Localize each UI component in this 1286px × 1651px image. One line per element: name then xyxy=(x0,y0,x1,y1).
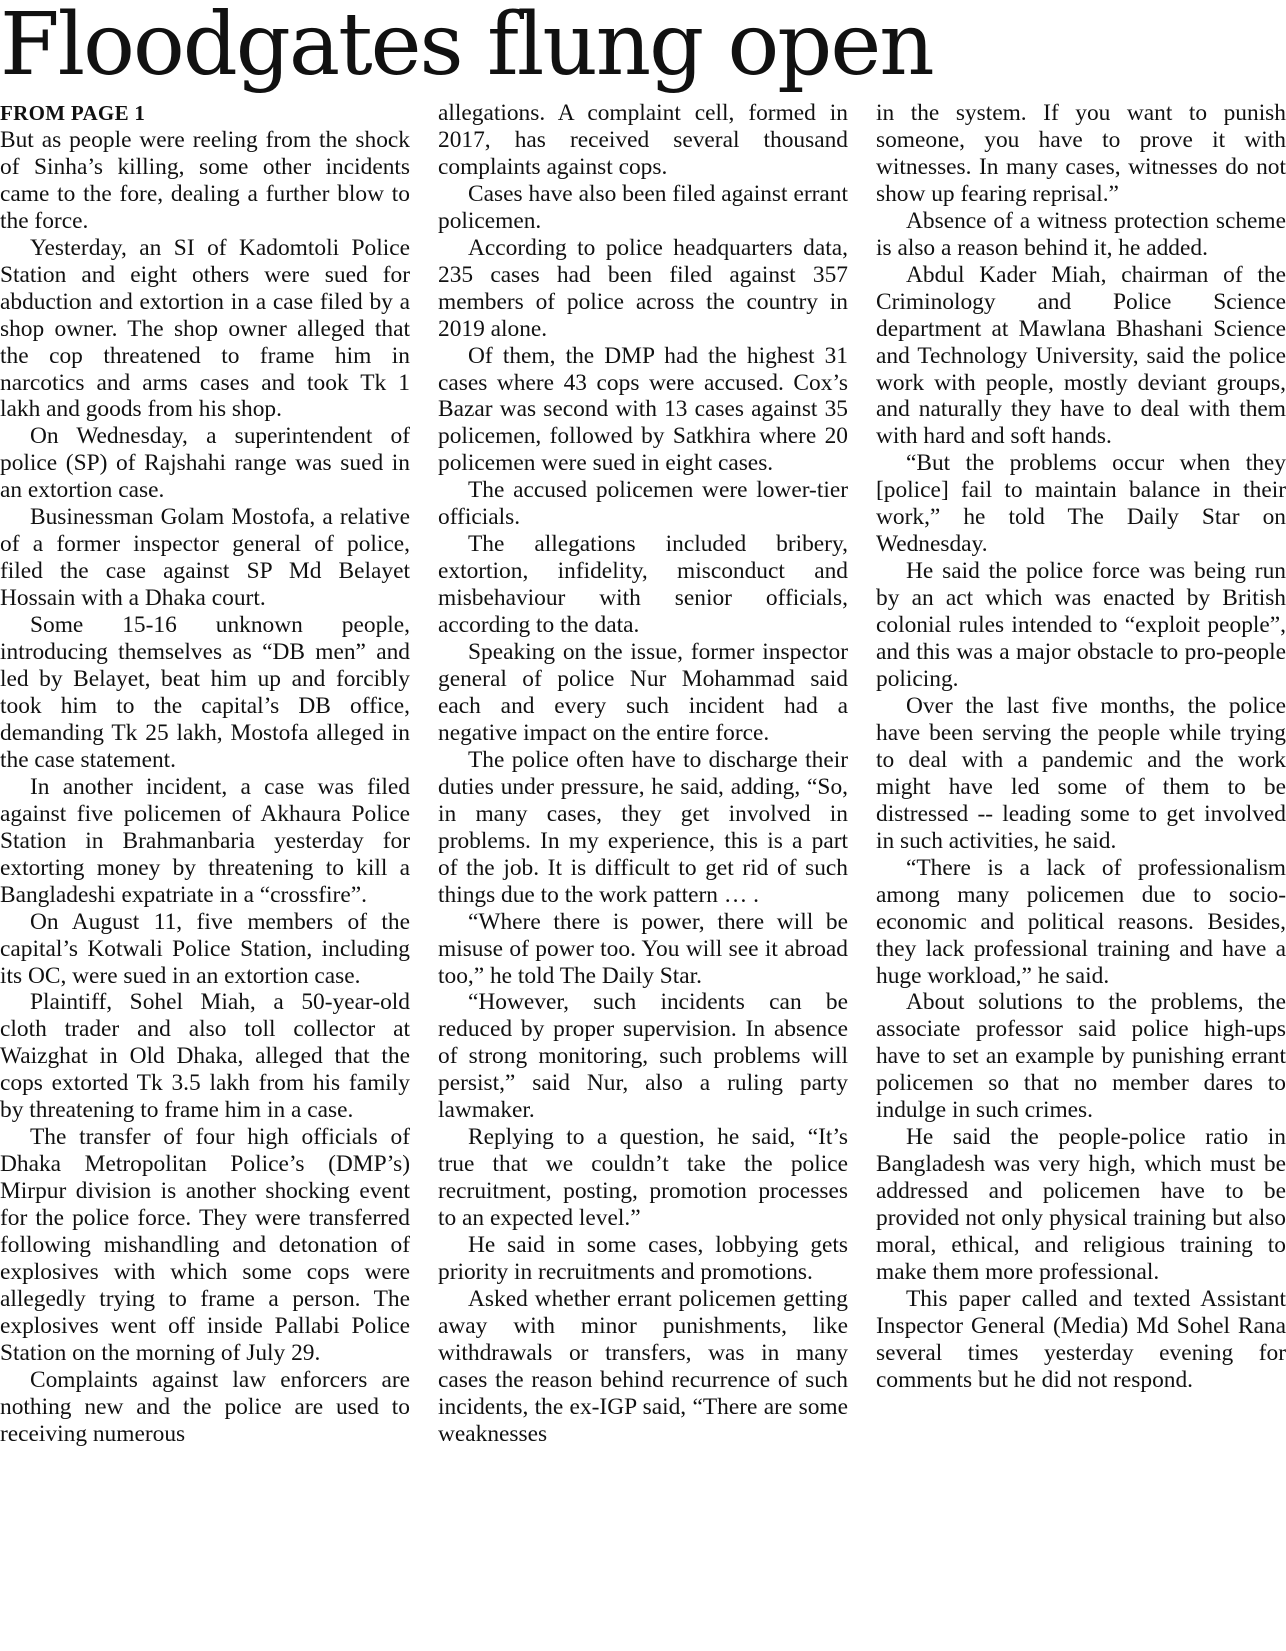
paragraph: Businessman Golam Mostofa, a relative of a former inspector general of police, filed the case against SP Md Belayet Hossain with a Dhaka court. xyxy=(0,504,410,612)
paragraph: “But the problems occur when they [police] fail to maintain balance in their work,” he told The Daily Star on Wednesday. xyxy=(876,450,1286,558)
column-2 xyxy=(438,100,848,1651)
paragraph: On August 11, five members of the capital’s Kotwali Police Station, including its OC, were sued in an extortion case. xyxy=(0,908,410,989)
paragraph: The accused policemen were lower-tier officials. xyxy=(438,477,848,531)
paragraph: The allegations included bribery, extortion, infidelity, misconduct and misbehaviour with senior officials, according to the data. xyxy=(438,531,848,639)
continuation-label: FROM PAGE 1 xyxy=(0,101,146,125)
paragraph: The transfer of four high officials of Dhaka Metropolitan Police’s (DMP’s) Mirpur division is another shocking event for the police force. They were transferred following mishandling and detonation of explosives with which some cops were allegedly trying to frame a person. The explosives went off inside Pallabi Police Station on the morning of July 29. xyxy=(0,1124,410,1366)
paragraph: He said in some cases, lobbying gets priority in recruitments and promotions. xyxy=(438,1232,848,1285)
paragraph: According to police headquarters data, 235 cases had been filed against 357 members of police across the country in 2019 alone. xyxy=(438,234,848,342)
paragraph: Replying to a question, he said, “It’s true that we couldn’t take the police recruitment, posting, promotion processes to an expected level.” xyxy=(438,1124,848,1232)
paragraph: Asked whether errant policemen getting away with minor punishments, like withdrawals or transfers, was in many cases the reason behind recurrence of such incidents, the ex-IGP said, “There are some weaknesses xyxy=(438,1285,848,1447)
paragraph: Absence of a witness protection scheme is also a reason behind it, he added. xyxy=(876,207,1286,261)
paragraph: About solutions to the problems, the associate professor said police high-ups have to set an example by punishing errant policemen so that no member dares to indulge in such crimes. xyxy=(876,989,1286,1124)
paragraph: “Where there is power, there will be misuse of power too. You will see it abroad too,” he told The Daily Star. xyxy=(438,908,848,989)
column-3 xyxy=(876,100,1286,1651)
paragraph: allegations. A complaint cell, formed in 2017, has received several thousand complaints against cops. xyxy=(438,100,848,180)
paragraph: He said the police force was being run by an act which was enacted by British colonial rules intended to “exploit people”, and this was a major obstacle to pro-people policing. xyxy=(876,558,1286,693)
paragraph: Yesterday, an SI of Kadomtoli Police Station and eight others were sued for abduction and extortion in a case filed by a shop owner. The shop owner alleged that the cop threatened to frame him in narcotics and arms cases and took Tk 1 lakh and goods from his shop. xyxy=(0,234,410,423)
paragraph: He said the people-police ratio in Bangladesh was very high, which must be addressed and policemen have to be provided not only physical training but also moral, ethical, and religious training to make them more professional. xyxy=(876,1124,1286,1285)
paragraph: Complaints against law enforcers are nothing new and the police are used to receiving numerous xyxy=(0,1366,410,1447)
paragraph: Of them, the DMP had the highest 31 cases where 43 cops were accused. Cox’s Bazar was second with 13 cases against 35 policemen, followed by Satkhira where 20 policemen were sued in eight cases. xyxy=(438,342,848,477)
paragraph: This paper called and texted Assistant Inspector General (Media) Md Sohel Rana several times yesterday evening for comments but he did not respond. xyxy=(876,1285,1286,1393)
headline: Floodgates flung open xyxy=(0,0,933,95)
paragraph: Some 15-16 unknown people, introducing themselves as “DB men” and led by Belayet, beat him up and forcibly took him to the capital’s DB office, demanding Tk 25 lakh, Mostofa alleged in the case statement. xyxy=(0,612,410,773)
paragraph: Plaintiff, Sohel Miah, a 50-year-old cloth trader and also toll collector at Waizghat in Old Dhaka, alleged that the cops extorted Tk 3.5 lakh from his family by threatening to frame him in a case. xyxy=(0,989,410,1124)
paragraph: “However, such incidents can be reduced by proper supervision. In absence of strong monitoring, such problems will persist,” said Nur, also a ruling party lawmaker. xyxy=(438,989,848,1124)
paragraph: Speaking on the issue, former inspector general of police Nur Mohammad said each and every such incident had a negative impact on the entire force. xyxy=(438,639,848,746)
column-1 xyxy=(0,100,410,1651)
paragraph: On Wednesday, a superintendent of police (SP) of Rajshahi range was sued in an extortion case. xyxy=(0,423,410,504)
paragraph: Over the last five months, the police have been serving the people while trying to deal with a pandemic and the work might have led some of them to be distressed -- leading some to get involved in such activities, he said. xyxy=(876,692,1286,854)
paragraph: The police often have to discharge their duties under pressure, he said, adding, “So, in many cases, they get involved in problems. In my experience, this is a part of the job. It is difficult to get rid of such things due to the work pattern … . xyxy=(438,746,848,908)
paragraph: Abdul Kader Miah, chairman of the Criminology and Police Science department at Mawlana Bhashani Science and Technology University, said the police work with people, mostly deviant groups, and naturally they have to deal with them with hard and soft hands. xyxy=(876,261,1286,450)
paragraph: in the system. If you want to punish someone, you have to prove it with witnesses. In many cases, witnesses do not show up fearing reprisal.” xyxy=(876,100,1286,207)
paragraph: Cases have also been filed against errant policemen. xyxy=(438,180,848,234)
paragraph: “There is a lack of professionalism among many policemen due to socio-economic and political reasons. Besides, they lack professional training and have a huge workload,” he said. xyxy=(876,854,1286,989)
paragraph: But as people were reeling from the shock of Sinha’s killing, some other incidents came to the fore, dealing a further blow to the force. xyxy=(0,126,410,234)
article-body xyxy=(0,100,1286,1651)
paragraph: In another incident, a case was filed against five policemen of Akhaura Police Station in Brahmanbaria yesterday for extorting money by threatening to kill a Bangladeshi expatriate in a “crossfire”. xyxy=(0,773,410,908)
